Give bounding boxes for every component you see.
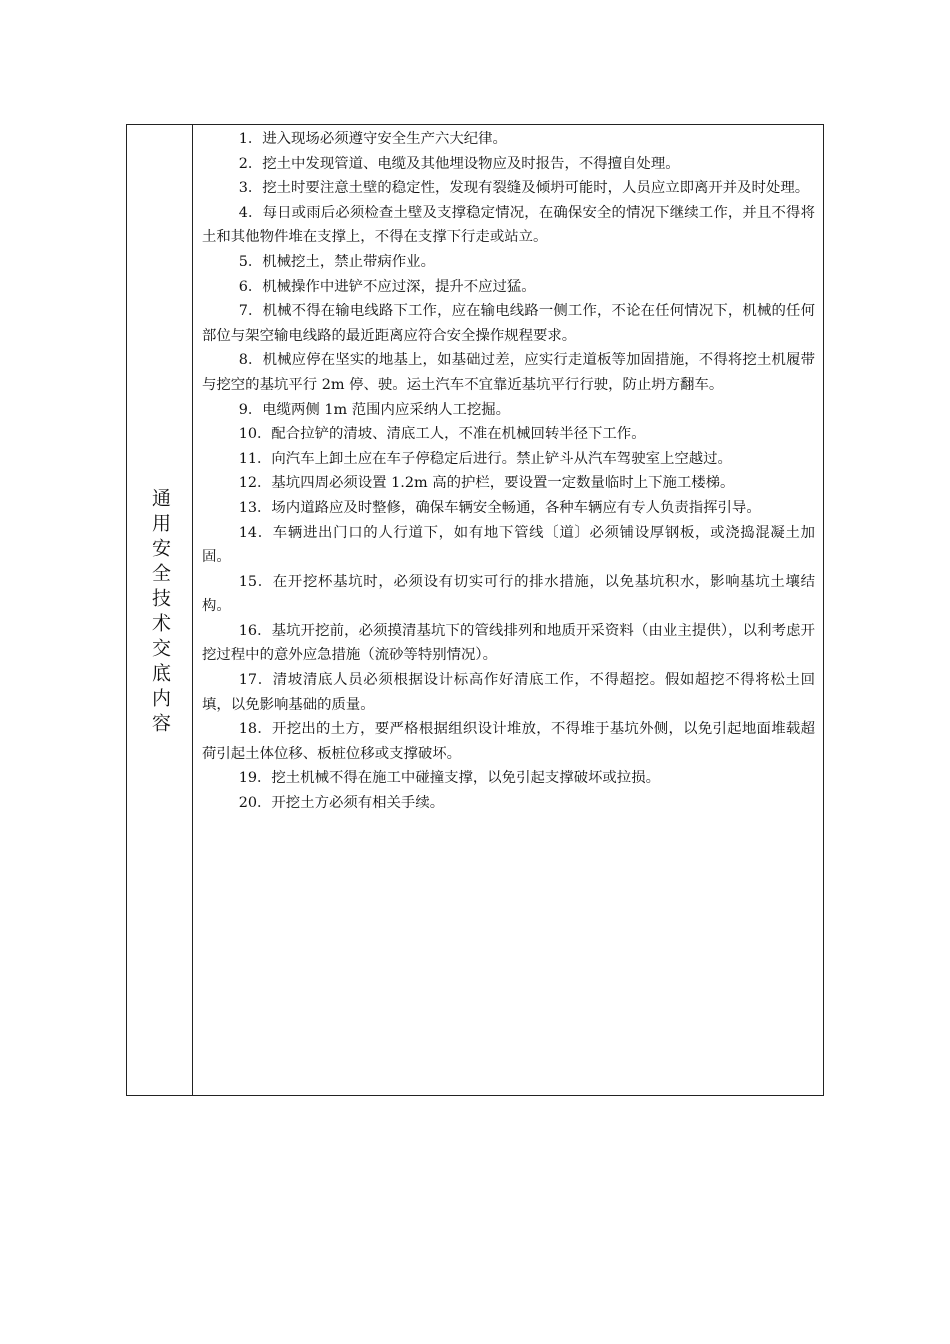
list-item: 17．清坡清底人员必须根据设计标高作好清底工作，不得超挖。假如超挖不得将松土回填，以免影响基础的质量。 [202,672,815,713]
list-item: 14．车辆进出门口的人行道下，如有地下管线〔道〕必须铺设厚钢板，或浇捣混凝土加固。 [202,524,815,566]
content-cell [193,125,823,1095]
list-item: 10．配合拉铲的清坡、清底工人，不准在机械回转半径下工作。 [238,426,646,443]
list-item: 4．每日或雨后必须检查土壁及支撑稳定情况，在确保安全的情况下继续工作，并且不得将土和其他物件堆在支撑上，不得在支撑下行走或站立。 [202,204,815,246]
list-item: 5．机械挖土，禁止带病作业。 [238,253,435,270]
list-item: 12．基坑四周必须设置 1.2m 高的护栏，要设置一定数量临时上下施工楼梯。 [238,475,735,492]
list-item: 3．挖土时要注意土壁的稳定性，发现有裂缝及倾坍可能时，人员应立即离开并及时处理。 [238,180,810,197]
list-item: 19．挖土机械不得在施工中碰撞支撑，以免引起支撑破坏或拉损。 [238,770,660,787]
list-item: 16．基坑开挖前，必须摸清基坑下的管线排列和地质开采资料（由业主提供），以利考虑开挖过程中的意外应急措施（流砂等特别情况）。 [202,622,815,664]
list-item: 6．机械操作中进铲不应过深，提升不应过猛。 [238,278,536,295]
list-item: 18．开挖出的土方，要严格根据组织设计堆放，不得堆于基坑外侧，以免引起地面堆载超荷引起土体位移、板桩位移或支撑破坏。 [202,721,815,762]
list-item: 11．向汽车上卸土应在车子停稳定后进行。禁止铲斗从汽车驾驶室上空越过。 [238,450,732,467]
list-item: 2．挖土中发现管道、电缆及其他埋设物应及时报告，不得擅自处理。 [238,155,680,172]
list-item: 20．开挖土方必须有相关手续。 [238,795,445,812]
list-item: 7．机械不得在输电线路下工作，应在输电线路一侧工作，不论在任何情况下，机械的任何部位与架空输电线路的最近距离应符合安全操作规程要求。 [202,303,815,344]
list-item: 13．场内道路应及时整修，确保车辆安全畅通，各种车辆应有专人负责指挥引导。 [238,499,761,516]
list-item: 1．进入现场必须遵守安全生产六大纪律。 [238,131,507,147]
list-item: 8．机械应停在坚实的地基上，如基础过差，应实行走道板等加固措施，不得将挖土机履带与挖空的基坑平行 2m 停、驶。运土汽车不宜靠近基坑平行行驶，防止坍方翻车。 [202,352,815,393]
safety-briefing-table [126,124,824,1096]
section-label: 通用安全技术交底内容 [149,488,171,738]
list-item: 15．在开挖杯基坑时，必须设有切实可行的排水措施，以免基坑积水，影响基坑土壤结构。 [202,573,815,615]
section-label-cell [127,125,193,1095]
list-item: 9．电缆两侧 1m 范围内应采纳人工挖掘。 [238,401,511,418]
